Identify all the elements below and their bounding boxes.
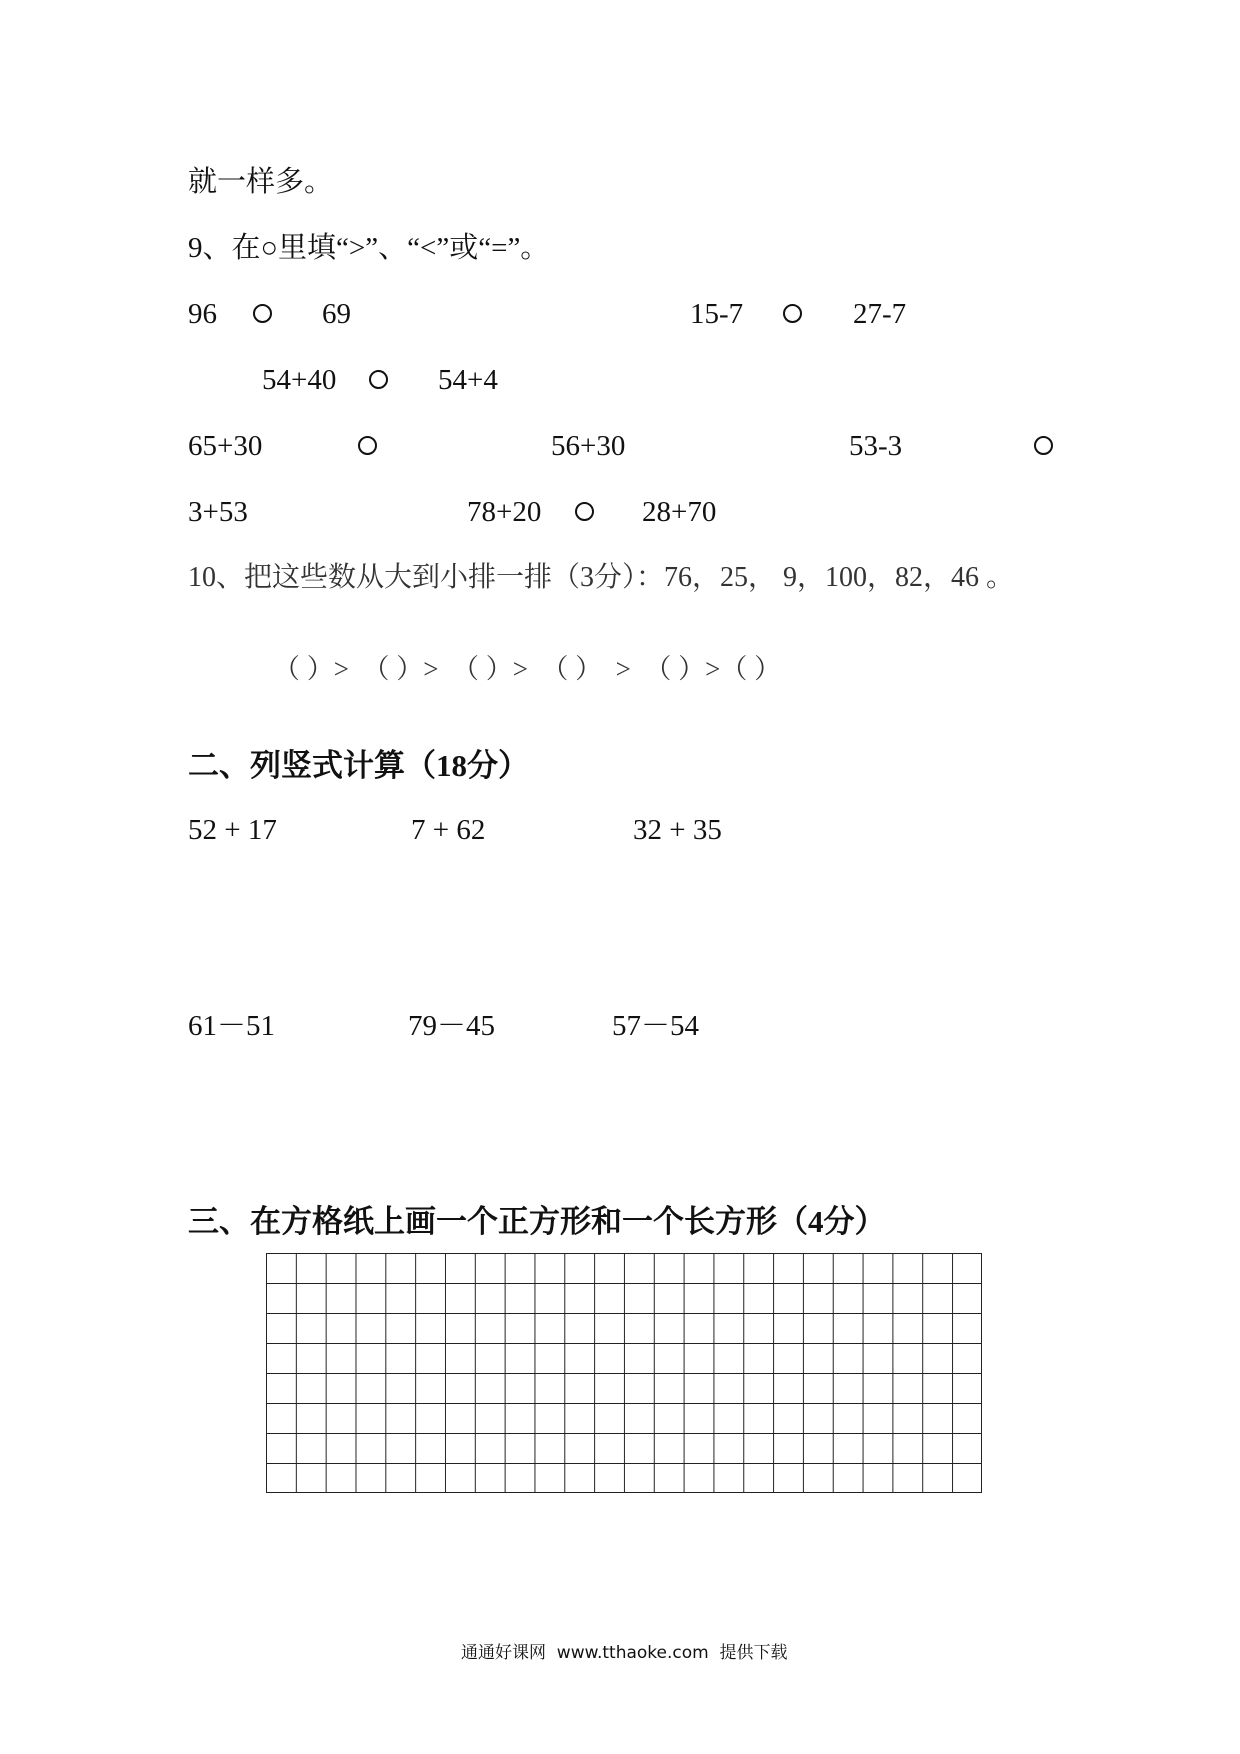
compare-circle[interactable] xyxy=(253,304,272,323)
compare-circle[interactable] xyxy=(369,370,388,389)
q9-r4a-right: 3+53 xyxy=(188,496,248,528)
q9-title: 9、在○里填“>”、“<”或“=”。 xyxy=(188,232,550,264)
problem-3: 32 + 35 xyxy=(633,814,722,846)
q9-r3a-left: 65+30 xyxy=(188,430,263,462)
q9-r3b-left: 53-3 xyxy=(849,430,903,462)
q9-r1b-left: 15-7 xyxy=(690,298,744,330)
q9-r1a-right: 69 xyxy=(322,298,351,330)
q9-r2-left: 54+40 xyxy=(262,364,337,396)
q9-r2-right: 54+4 xyxy=(438,364,498,396)
q9-r3a-right: 56+30 xyxy=(551,430,626,462)
q9-r4b-right: 28+70 xyxy=(642,496,717,528)
section3-heading: 三、在方格纸上画一个正方形和一个长方形（4分） xyxy=(188,1204,886,1239)
problem-6: 57－54 xyxy=(612,1010,700,1042)
compare-circle[interactable] xyxy=(358,436,377,455)
q9-r1b-right: 27-7 xyxy=(853,298,907,330)
q10-title: 10、把这些数从大到小排一排（3分）：76，25， 9，100，82，46 。 xyxy=(188,562,1015,593)
section2-heading: 二、列竖式计算（18分） xyxy=(188,748,529,783)
problem-4: 61－51 xyxy=(188,1010,276,1042)
compare-circle[interactable] xyxy=(575,502,594,521)
compare-circle[interactable] xyxy=(1034,436,1053,455)
compare-circle[interactable] xyxy=(783,304,802,323)
q9-r4b-left: 78+20 xyxy=(467,496,542,528)
problem-5: 79－45 xyxy=(408,1010,496,1042)
problem-2: 7 + 62 xyxy=(411,814,486,846)
q10-answer-blanks[interactable]: （ ）> （ ）> （ ）> （ ） > （ ）>（ ） xyxy=(273,654,782,684)
intro-tail-text: 就一样多。 xyxy=(188,166,334,198)
footer-text: 通通好课网 www.tthaoke.com 提供下载 xyxy=(461,1643,788,1663)
grid-paper[interactable] xyxy=(266,1253,982,1493)
problem-1: 52 + 17 xyxy=(188,814,277,846)
q9-r1a-left: 96 xyxy=(188,298,217,330)
